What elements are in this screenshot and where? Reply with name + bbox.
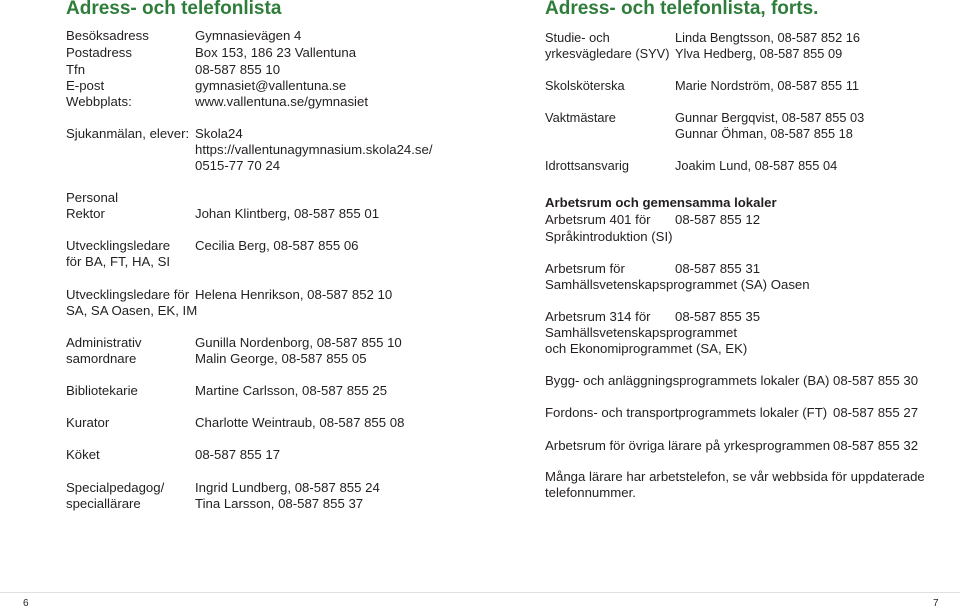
staff-name: Charlotte Weintraub, 08-587 855 08 xyxy=(195,415,405,430)
address-value: 08-587 855 10 xyxy=(195,62,281,77)
right-heading: Adress- och telefonlista, forts. xyxy=(545,0,819,19)
room-program: och Ekonomiprogrammet (SA, EK) xyxy=(545,341,748,356)
staff-name: Gunnar Bergqvist, 08-587 855 03 xyxy=(675,110,865,125)
staff-role: Specialpedagog/ xyxy=(66,480,165,495)
room-phone: 08-587 855 30 xyxy=(833,373,919,388)
room-program: Språkintroduktion (SI) xyxy=(545,229,673,244)
room-label: Fordons- och transportprogrammets lokaler (FT) xyxy=(545,405,828,420)
staff-role: Vaktmästare xyxy=(545,110,616,125)
room-label: Arbetsrum 401 för xyxy=(545,212,651,227)
address-label: Besöksadress xyxy=(66,28,149,43)
room-program: Samhällsvetenskapsprogrammet (SA) Oasen xyxy=(545,277,810,292)
room-label: Arbetsrum 314 för xyxy=(545,309,651,324)
staff-role: Studie- och xyxy=(545,30,610,45)
staff-name: Ylva Hedberg, 08-587 855 09 xyxy=(675,46,843,61)
staff-name: 08-587 855 17 xyxy=(195,447,281,462)
email-link[interactable]: gymnasiet@vallentuna.se xyxy=(195,78,347,93)
staff-role: Utvecklingsledare för xyxy=(66,287,190,302)
staff-role: Skolsköterska xyxy=(545,78,625,93)
address-value: Gymnasievägen 4 xyxy=(195,28,302,43)
staff-name: Ingrid Lundberg, 08-587 855 24 xyxy=(195,480,380,495)
staff-name: Gunilla Nordenborg, 08-587 855 10 xyxy=(195,335,402,350)
staff-role: Utvecklingsledare xyxy=(66,238,171,253)
note-line: telefonnummer. xyxy=(545,485,636,500)
staff-role: samordnare xyxy=(66,351,137,366)
room-phone: 08-587 855 27 xyxy=(833,405,919,420)
staff-name: Tina Larsson, 08-587 855 37 xyxy=(195,496,364,511)
sick-service: Skola24 xyxy=(195,126,243,141)
staff-name: Martine Carlsson, 08-587 855 25 xyxy=(195,383,388,398)
staff-name: Cecilia Berg, 08-587 855 06 xyxy=(195,238,359,253)
address-label: Tfn xyxy=(66,62,86,77)
staff-name: Malin George, 08-587 855 05 xyxy=(195,351,367,366)
staff-name: Johan Klintberg, 08-587 855 01 xyxy=(195,206,380,221)
page-number-left: 6 xyxy=(23,598,29,609)
staff-role: Kurator xyxy=(66,415,110,430)
staff-name: Helena Henrikson, 08-587 852 10 xyxy=(195,287,393,302)
sick-label: Sjukanmälan, elever: xyxy=(66,126,190,141)
staff-role: Administrativ xyxy=(66,335,142,350)
room-label: Arbetsrum för xyxy=(545,261,625,276)
room-label: Bygg- och anläggningsprogrammets lokaler (BA) xyxy=(545,373,830,388)
sick-link[interactable]: https://vallentunagymnasium.skola24.se/ xyxy=(195,142,433,157)
staff-name: Joakim Lund, 08-587 855 04 xyxy=(675,158,838,173)
staff-name: Linda Bengtsson, 08-587 852 16 xyxy=(675,30,860,45)
staff-role: för BA, FT, HA, SI xyxy=(66,254,171,269)
sick-phone: 0515-77 70 24 xyxy=(195,158,281,173)
address-value: Box 153, 186 23 Vallentuna xyxy=(195,45,357,60)
staff-role: Idrottsansvarig xyxy=(545,158,629,173)
room-phone: 08-587 855 12 xyxy=(675,212,761,227)
website-link[interactable]: www.vallentuna.se/gymnasiet xyxy=(195,94,368,109)
address-label: Webbplats: xyxy=(66,94,132,109)
footer-divider xyxy=(0,592,960,593)
staff-role: Bibliotekarie xyxy=(66,383,138,398)
note-line: Många lärare har arbetstelefon, se vår webbsida för uppdaterade xyxy=(545,469,925,484)
room-phone: 08-587 855 35 xyxy=(675,309,761,324)
staff-role: Rektor xyxy=(66,206,105,221)
address-label: E-post xyxy=(66,78,105,93)
staff-name: Gunnar Öhman, 08-587 855 18 xyxy=(675,126,853,141)
staff-role: yrkesvägledare (SYV) xyxy=(545,46,670,61)
left-heading: Adress- och telefonlista xyxy=(66,0,282,19)
room-phone: 08-587 855 31 xyxy=(675,261,761,276)
staff-role: SA, SA Oasen, EK, IM xyxy=(66,303,198,318)
staff-role: Köket xyxy=(66,447,100,462)
address-label: Postadress xyxy=(66,45,132,60)
page-number-right: 7 xyxy=(933,598,939,609)
staff-name: Marie Nordström, 08-587 855 11 xyxy=(675,78,859,93)
staff-role: speciallärare xyxy=(66,496,141,511)
rooms-heading: Arbetsrum och gemensamma lokaler xyxy=(545,195,777,210)
room-phone: 08-587 855 32 xyxy=(833,438,919,453)
room-program: Samhällsvetenskapsprogrammet xyxy=(545,325,738,340)
room-label: Arbetsrum för övriga lärare på yrkesprogrammen xyxy=(545,438,831,453)
personal-heading: Personal xyxy=(66,190,119,205)
